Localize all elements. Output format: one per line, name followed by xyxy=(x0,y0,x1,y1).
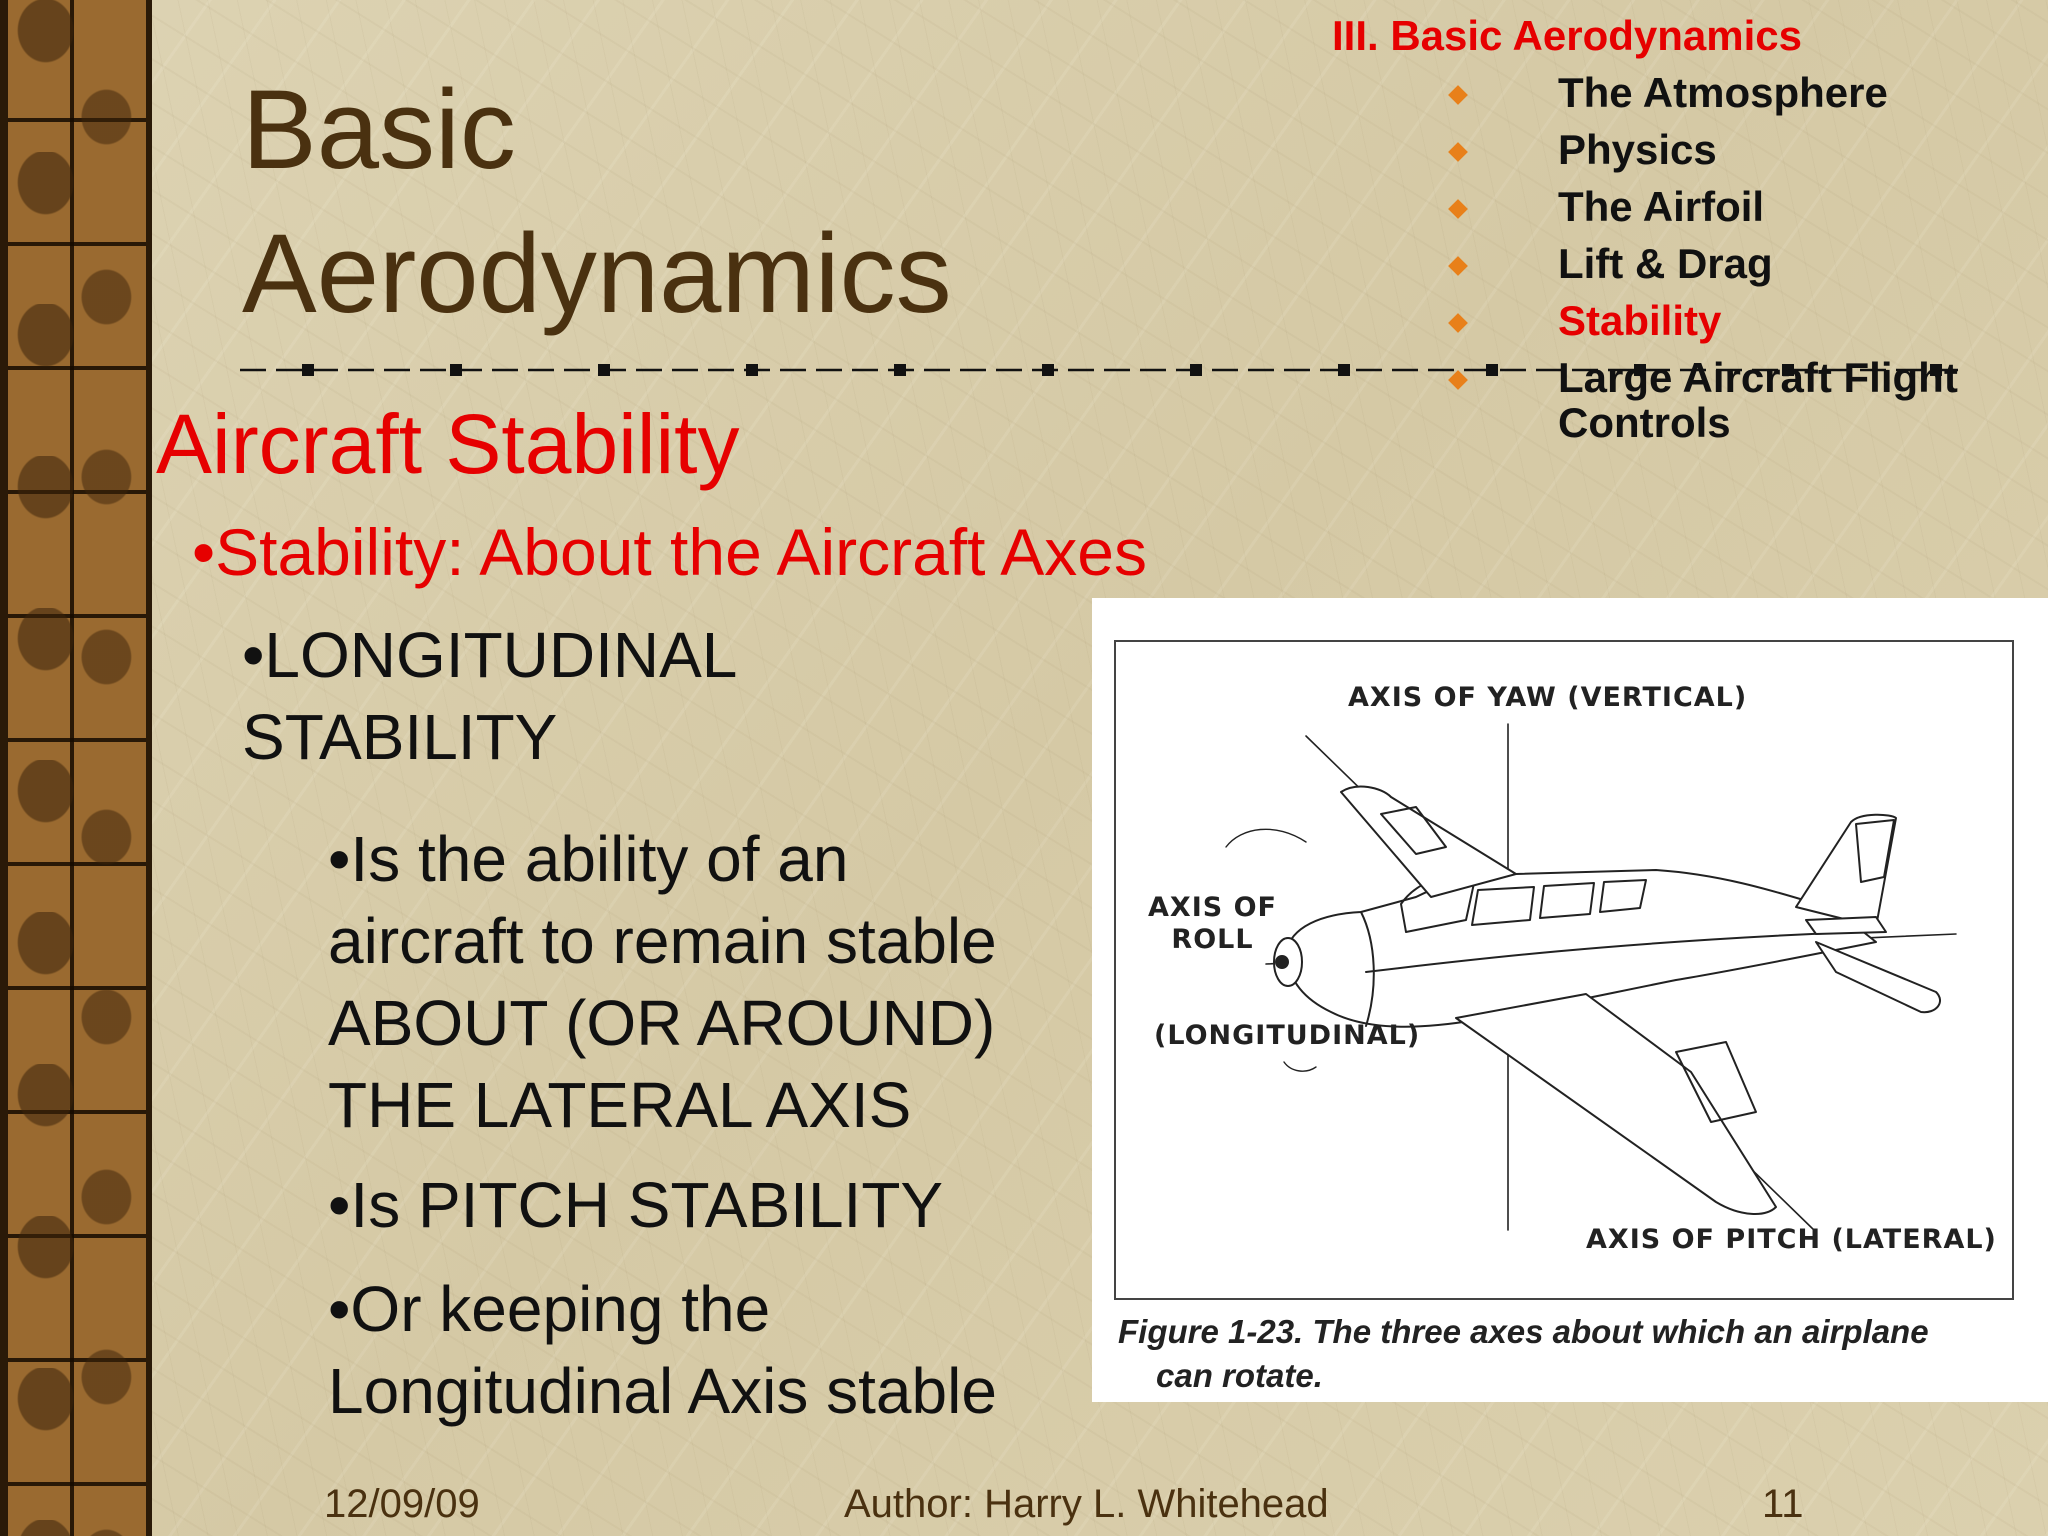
decorative-border-strip xyxy=(0,0,152,1536)
axis-roll-label xyxy=(1148,892,1277,956)
sub-heading: •Stability: About the Aircraft Axes xyxy=(192,515,1147,589)
bullet-level2-item xyxy=(328,1268,1088,1432)
airplane-drawing xyxy=(1116,642,2012,1298)
slide-title-line1: Basic xyxy=(242,67,516,192)
outline-item-label: The Airfoil xyxy=(1558,183,1765,230)
bullet-level2-item xyxy=(328,818,1088,1146)
outline-item-label: Stability xyxy=(1558,297,1722,344)
footer-page-number: 11 xyxy=(1762,1482,1804,1526)
axis-yaw-label: AXIS OF YAW (VERTICAL) xyxy=(1348,682,1748,713)
footer-author: Author: Harry L. Whitehead xyxy=(844,1482,1329,1526)
section-title: Aircraft Stability xyxy=(156,397,740,491)
outline-item-airfoil[interactable] xyxy=(1332,178,2032,235)
diamond-bullet-icon xyxy=(1448,85,1468,105)
outline-item-atmosphere[interactable] xyxy=(1332,64,2032,121)
rule-marker xyxy=(1190,364,1202,376)
border-dark-edge xyxy=(0,0,8,1536)
axis-roll-label-line2: ROLL xyxy=(1171,924,1254,955)
outline-panel xyxy=(1332,8,2032,445)
outline-item-label: Lift & Drag xyxy=(1558,240,1773,287)
diamond-bullet-icon xyxy=(1448,199,1468,219)
diamond-bullet-icon xyxy=(1448,370,1468,390)
bullet-level2-item xyxy=(328,1164,1088,1246)
diamond-bullet-icon xyxy=(1448,142,1468,162)
aircraft-axes-figure xyxy=(1092,598,2048,1402)
axis-longitudinal-label: (LONGITUDINAL) xyxy=(1154,1020,1421,1051)
outline-item-large-aircraft[interactable] xyxy=(1332,355,2032,445)
rule-marker xyxy=(598,364,610,376)
figure-caption-line1: Figure 1-23. The three axes about which an airplane xyxy=(1118,1313,1929,1350)
rule-marker xyxy=(302,364,314,376)
outline-item-label: Large Aircraft Flight xyxy=(1558,354,1958,401)
diamond-bullet-icon xyxy=(1448,256,1468,276)
axis-pitch-label: AXIS OF PITCH (LATERAL) xyxy=(1586,1224,1997,1255)
footer-date: 12/09/09 xyxy=(324,1482,480,1526)
bullet-level2-list xyxy=(328,818,1088,1454)
bullet-level1-line2: STABILITY xyxy=(242,701,558,773)
bullet-level1-line1: •LONGITUDINAL xyxy=(242,619,738,691)
diamond-bullet-icon xyxy=(1448,313,1468,333)
slide-title-line2: Aerodynamics xyxy=(242,211,952,336)
border-dark-edge-right xyxy=(146,0,152,1536)
outline-item-stability[interactable] xyxy=(1332,292,2032,349)
outline-item-label-line2: Controls xyxy=(1558,399,1731,446)
bullet-text-line: ABOUT (OR AROUND) xyxy=(328,987,996,1059)
bullet-text-line: •Or keeping the xyxy=(328,1273,771,1345)
rule-marker xyxy=(746,364,758,376)
figure-caption-line2: can rotate. xyxy=(1156,1357,1323,1394)
axis-roll-label-line1: AXIS OF xyxy=(1148,892,1278,923)
bullet-text-line: •Is PITCH STABILITY xyxy=(328,1169,944,1241)
outline-heading: III. Basic Aerodynamics xyxy=(1332,12,1802,59)
outline-item-label: The Atmosphere xyxy=(1558,69,1888,116)
outline-item-lift-drag[interactable] xyxy=(1332,235,2032,292)
bullet-level1 xyxy=(242,614,942,778)
bullet-text-line: THE LATERAL AXIS xyxy=(328,1069,912,1141)
figure-caption xyxy=(1118,1310,2018,1398)
rule-marker xyxy=(450,364,462,376)
rule-marker xyxy=(894,364,906,376)
slide-title xyxy=(242,58,952,346)
figure-frame xyxy=(1114,640,2014,1300)
rule-marker xyxy=(1042,364,1054,376)
bullet-text-line: aircraft to remain stable xyxy=(328,905,997,977)
outline-item-label: Physics xyxy=(1558,126,1717,173)
bullet-text-line: Longitudinal Axis stable xyxy=(328,1355,997,1427)
outline-list xyxy=(1332,64,2032,445)
bullet-text-line: •Is the ability of an xyxy=(328,823,849,895)
outline-item-physics[interactable] xyxy=(1332,121,2032,178)
